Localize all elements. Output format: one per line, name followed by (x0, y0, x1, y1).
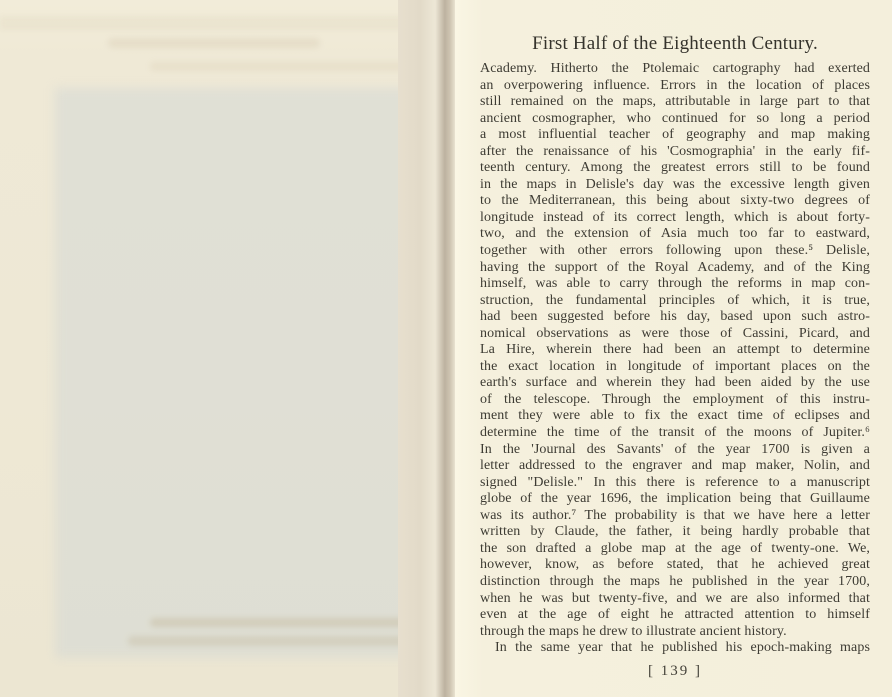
text-line: distinction through the maps he published in the year 1700, (480, 573, 870, 589)
text-line: ment they were able to fix the exact time of eclipses and (480, 408, 870, 424)
page-gutter (398, 0, 458, 697)
text-line: even at the age of eight he attracted attention to himself (480, 607, 870, 623)
text-line: the son drafted a globe map at the age of twenty-one. We, (480, 540, 870, 556)
text-line: signed "Delisle." In this there is reference to a manuscript (480, 474, 870, 490)
text-line: In the same year that he published his epoch-making maps (495, 640, 870, 656)
page-number: [ 139 ] (648, 663, 702, 679)
text-line: La Hire, wherein there had been an attempt to determine (480, 342, 870, 358)
text-line: in the maps in Delisle's day was the excessive length given (480, 176, 870, 192)
plate-show-through (55, 88, 427, 658)
text-line: struction, the fundamental principles of which, it is true, (480, 292, 870, 308)
text-line: two, and the extension of Asia much too far to eastward, (480, 226, 870, 242)
text-line: still remained on the maps, attributable in large part to that (480, 94, 870, 110)
text-line: through the maps he drew to illustrate ancient history. (480, 623, 787, 639)
text-line: nomical observations as were those of Cassini, Picard, and (480, 325, 870, 341)
text-line: of the telescope. Through the employment of this instru- (480, 391, 870, 407)
text-line: having the support of the Royal Academy, and of the King (480, 259, 870, 275)
text-line: determine the time of the transit of the moons of Jupiter.⁶ (480, 425, 870, 441)
text-line: letter addressed to the engraver and map maker, Nolin, and (480, 458, 870, 474)
text-line: written by Claude, the father, it being hardly probable that (480, 524, 870, 540)
text-line: together with other errors following upon these.⁵ Delisle, (480, 243, 870, 259)
text-line: Academy. Hitherto the Ptolemaic cartography had exerted (480, 61, 870, 76)
page-text (480, 61, 870, 657)
text-line: teenth century. Among the greatest errors still to be found (480, 160, 870, 176)
text-line: was its author.⁷ The probability is that we have here a letter (480, 507, 870, 523)
text-line: had been suggested before his day, based upon such astro- (480, 309, 870, 325)
text-line: himself, was able to carry through the reforms in map con- (480, 276, 870, 292)
text-line: after the renaissance of his 'Cosmographia' in the early fif- (480, 143, 870, 159)
text-line: globe of the year 1696, the implication being that Guillaume (480, 491, 870, 507)
text-line: a most influential teacher of geography and map making (480, 127, 870, 143)
text-line: ancient cosmographer, who continued for so long a period (480, 110, 870, 126)
text-line: longitude instead of its correct length, which is about forty- (480, 209, 870, 225)
page-heading: First Half of the Eighteenth Century. (532, 33, 818, 54)
right-page (455, 0, 892, 697)
text-line: earth's surface and wherein they had been aided by the use (480, 375, 870, 391)
text-line: an overpowering influence. Errors in the location of places (480, 77, 870, 93)
left-page-blank (0, 0, 430, 697)
text-line: In the 'Journal des Savants' of the year 1700 is given a (480, 441, 870, 457)
show-through-smudge (128, 636, 444, 646)
text-line: when he was but twenty-five, and we are also informed that (480, 590, 870, 606)
show-through-smudge (150, 62, 418, 71)
show-through-smudge (108, 38, 320, 48)
text-line: however, know, as before stated, that he achieved great (480, 557, 870, 573)
text-line: to the Mediterranean, this being about sixty-two degrees of (480, 193, 870, 209)
text-line: the exact location in longitude of important places on the (480, 358, 870, 374)
